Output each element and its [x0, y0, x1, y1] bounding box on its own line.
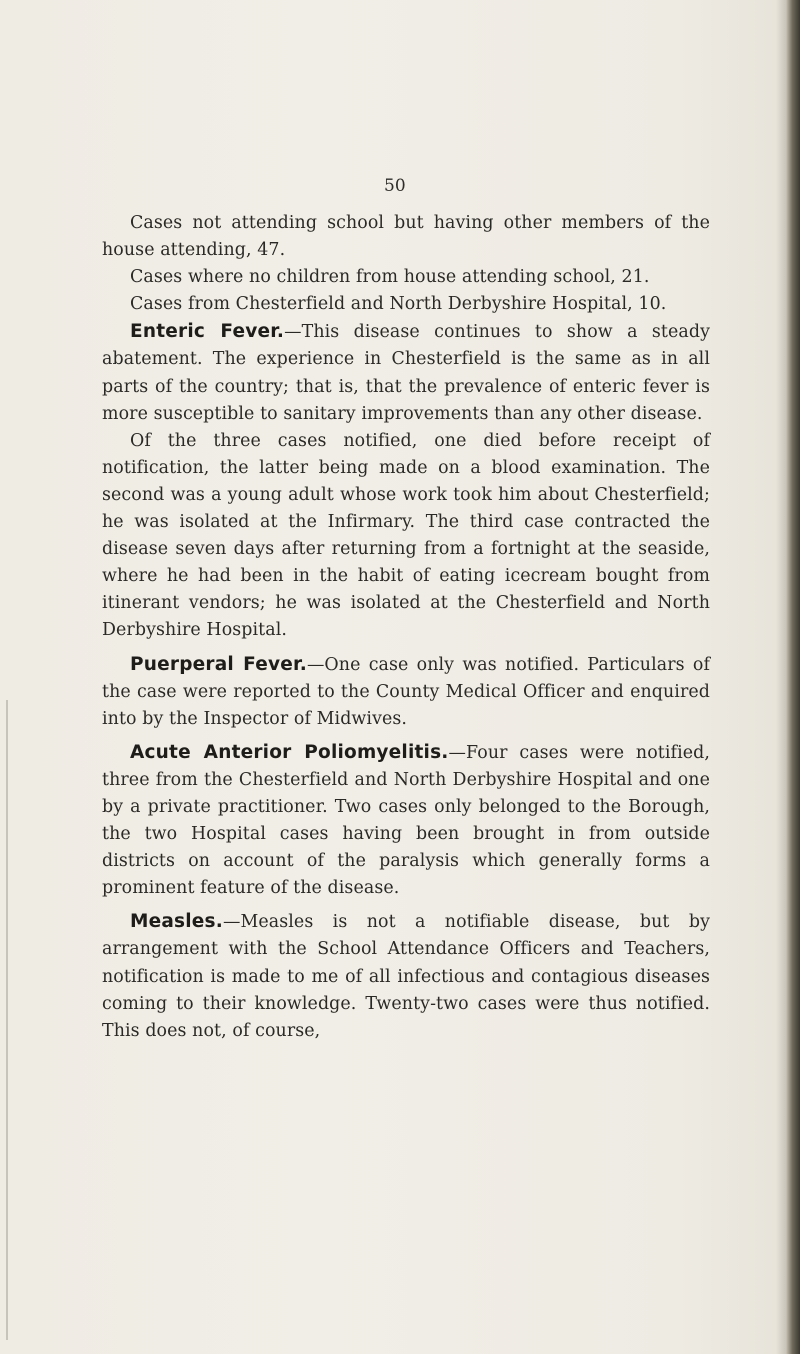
poliomyelitis-text: —Four cases were notified, three from the Chesterfield and North Derbyshire Hospital and one by a private practitioner. Two cases only belonged to the Borough, the two Hospital cases having been brought in from outside districts on account of the paralysis which generally forms a prominent feature of the disease. [102, 742, 710, 899]
heading-enteric-fever: Enteric Fever. [130, 321, 285, 343]
paragraph-enteric-fever [102, 318, 710, 427]
body-text [102, 210, 710, 1045]
gutter-shadow [6, 700, 8, 1340]
paragraph-measles [102, 908, 710, 1044]
page-number: 50 [384, 176, 406, 196]
measles-text: —Measles is not a notifiable disease, but by arrangement with the School Attendance Officers and Teachers, notification is made to me of all infectious and contagious diseases coming to their knowledge. Twenty-two cases were thus notified. This does not, of course, [102, 912, 710, 1041]
paragraph-hospital-cases: Cases from Chesterfield and North Derbyshire Hospital, 10. [130, 294, 667, 315]
paragraph-not-attending: Cases not attending school but having other members of the house attending, 47. [102, 213, 710, 261]
enteric-fever-text: —This disease continues to show a steady abatement. The experience in Chesterfield is the same as in all parts of the country; that is, that the prevalence of enteric fever is more susceptible to sanitary improvements than any other disease. [102, 322, 710, 424]
paragraph-enteric-cases: Of the three cases notified, one died before receipt of notification, the latter being made on a blood examination. The second was a young adult whose work took him about Chesterfield; he was isolated at the Infirmary. The third case contracted the disease seven days after returning from a fortnight at the seaside, where he had been in the habit of eating icecream bought from itinerant vendors; he was isolated at the Chesterfield and North Derbyshire Hospital. [102, 430, 710, 641]
paragraph-poliomyelitis [102, 739, 710, 903]
paragraph-no-children: Cases where no children from house attending school, 21. [130, 267, 650, 288]
binding-shadow [776, 0, 786, 1354]
binding-edge [786, 0, 800, 1354]
paragraph-puerperal-fever [102, 651, 710, 733]
heading-measles: Measles. [130, 911, 223, 933]
heading-puerperal-fever: Puerperal Fever. [130, 653, 307, 675]
heading-poliomyelitis: Acute Anterior Poliomyelitis. [130, 741, 449, 763]
puerperal-fever-text: —One case only was notified. Particulars of the case were reported to the County Medical Officer and enquired into by the Inspector of Midwives. [102, 654, 710, 729]
